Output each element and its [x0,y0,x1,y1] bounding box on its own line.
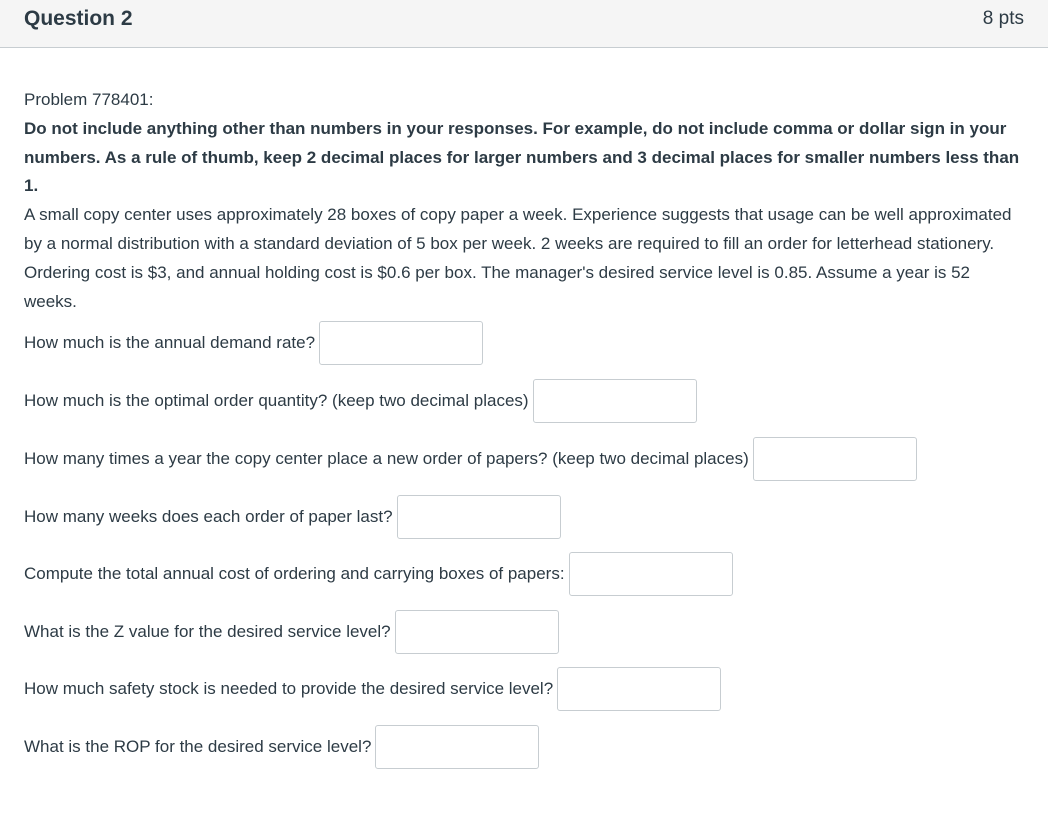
question-title: Question 2 [24,7,133,30]
question-row-safety-stock [24,666,1024,712]
question-header [0,0,1048,48]
question-row-total-annual-cost [24,551,1024,597]
answer-input-weeks-per-order[interactable] [397,495,561,539]
problem-instructions: Do not include anything other than numbers in your responses. For example, do not include comma or dollar sign in your numbers. As a rule of thumb, keep 2 decimal places for larger numbers and 3 decimal places for smaller numbers less than 1. [24,118,1020,196]
question-label: What is the Z value for the desired service level? [24,621,391,641]
answer-input-safety-stock[interactable] [557,667,721,711]
question-row-optimal-order-quantity [24,378,1024,424]
question-label: How much is the annual demand rate? [24,332,316,352]
question-row-orders-per-year [24,436,1024,482]
question-label: How many weeks does each order of paper last? [24,506,393,526]
question-points: 8 pts [982,8,1024,29]
problem-scenario: A small copy center uses approximately 28 boxes of copy paper a week. Experience suggests that usage can be well approximated by a normal distribution with a standard deviation of 5 box per week. 2 weeks are required to fill an order for letterhead stationery. Ordering cost is $3, and annual holding cost is $0.6 per box. The manager's desired service level is 0.85. Assume a year is 52 weeks. [24,205,1012,311]
answer-input-annual-demand[interactable] [319,321,483,365]
question-label: How much safety stock is needed to provide the desired service level? [24,678,554,698]
answer-input-optimal-order-quantity[interactable] [533,379,697,423]
question-label: How much is the optimal order quantity? (keep two decimal places) [24,390,529,410]
question-label: How many times a year the copy center place a new order of papers? (keep two decimal places) [24,448,749,468]
answer-input-total-annual-cost[interactable] [569,552,733,596]
question-label: Compute the total annual cost of ordering and carrying boxes of papers: [24,563,565,583]
answer-input-z-value[interactable] [395,610,559,654]
question-label: What is the ROP for the desired service level? [24,736,372,756]
question-body [24,86,1024,770]
answer-input-rop[interactable] [375,725,539,769]
problem-id: Problem 778401: [24,90,154,109]
question-row-weeks-per-order [24,494,1024,540]
question-row-rop [24,724,1024,770]
answer-input-orders-per-year[interactable] [753,437,917,481]
question-row-z-value [24,609,1024,655]
question-row-annual-demand [24,320,1024,366]
